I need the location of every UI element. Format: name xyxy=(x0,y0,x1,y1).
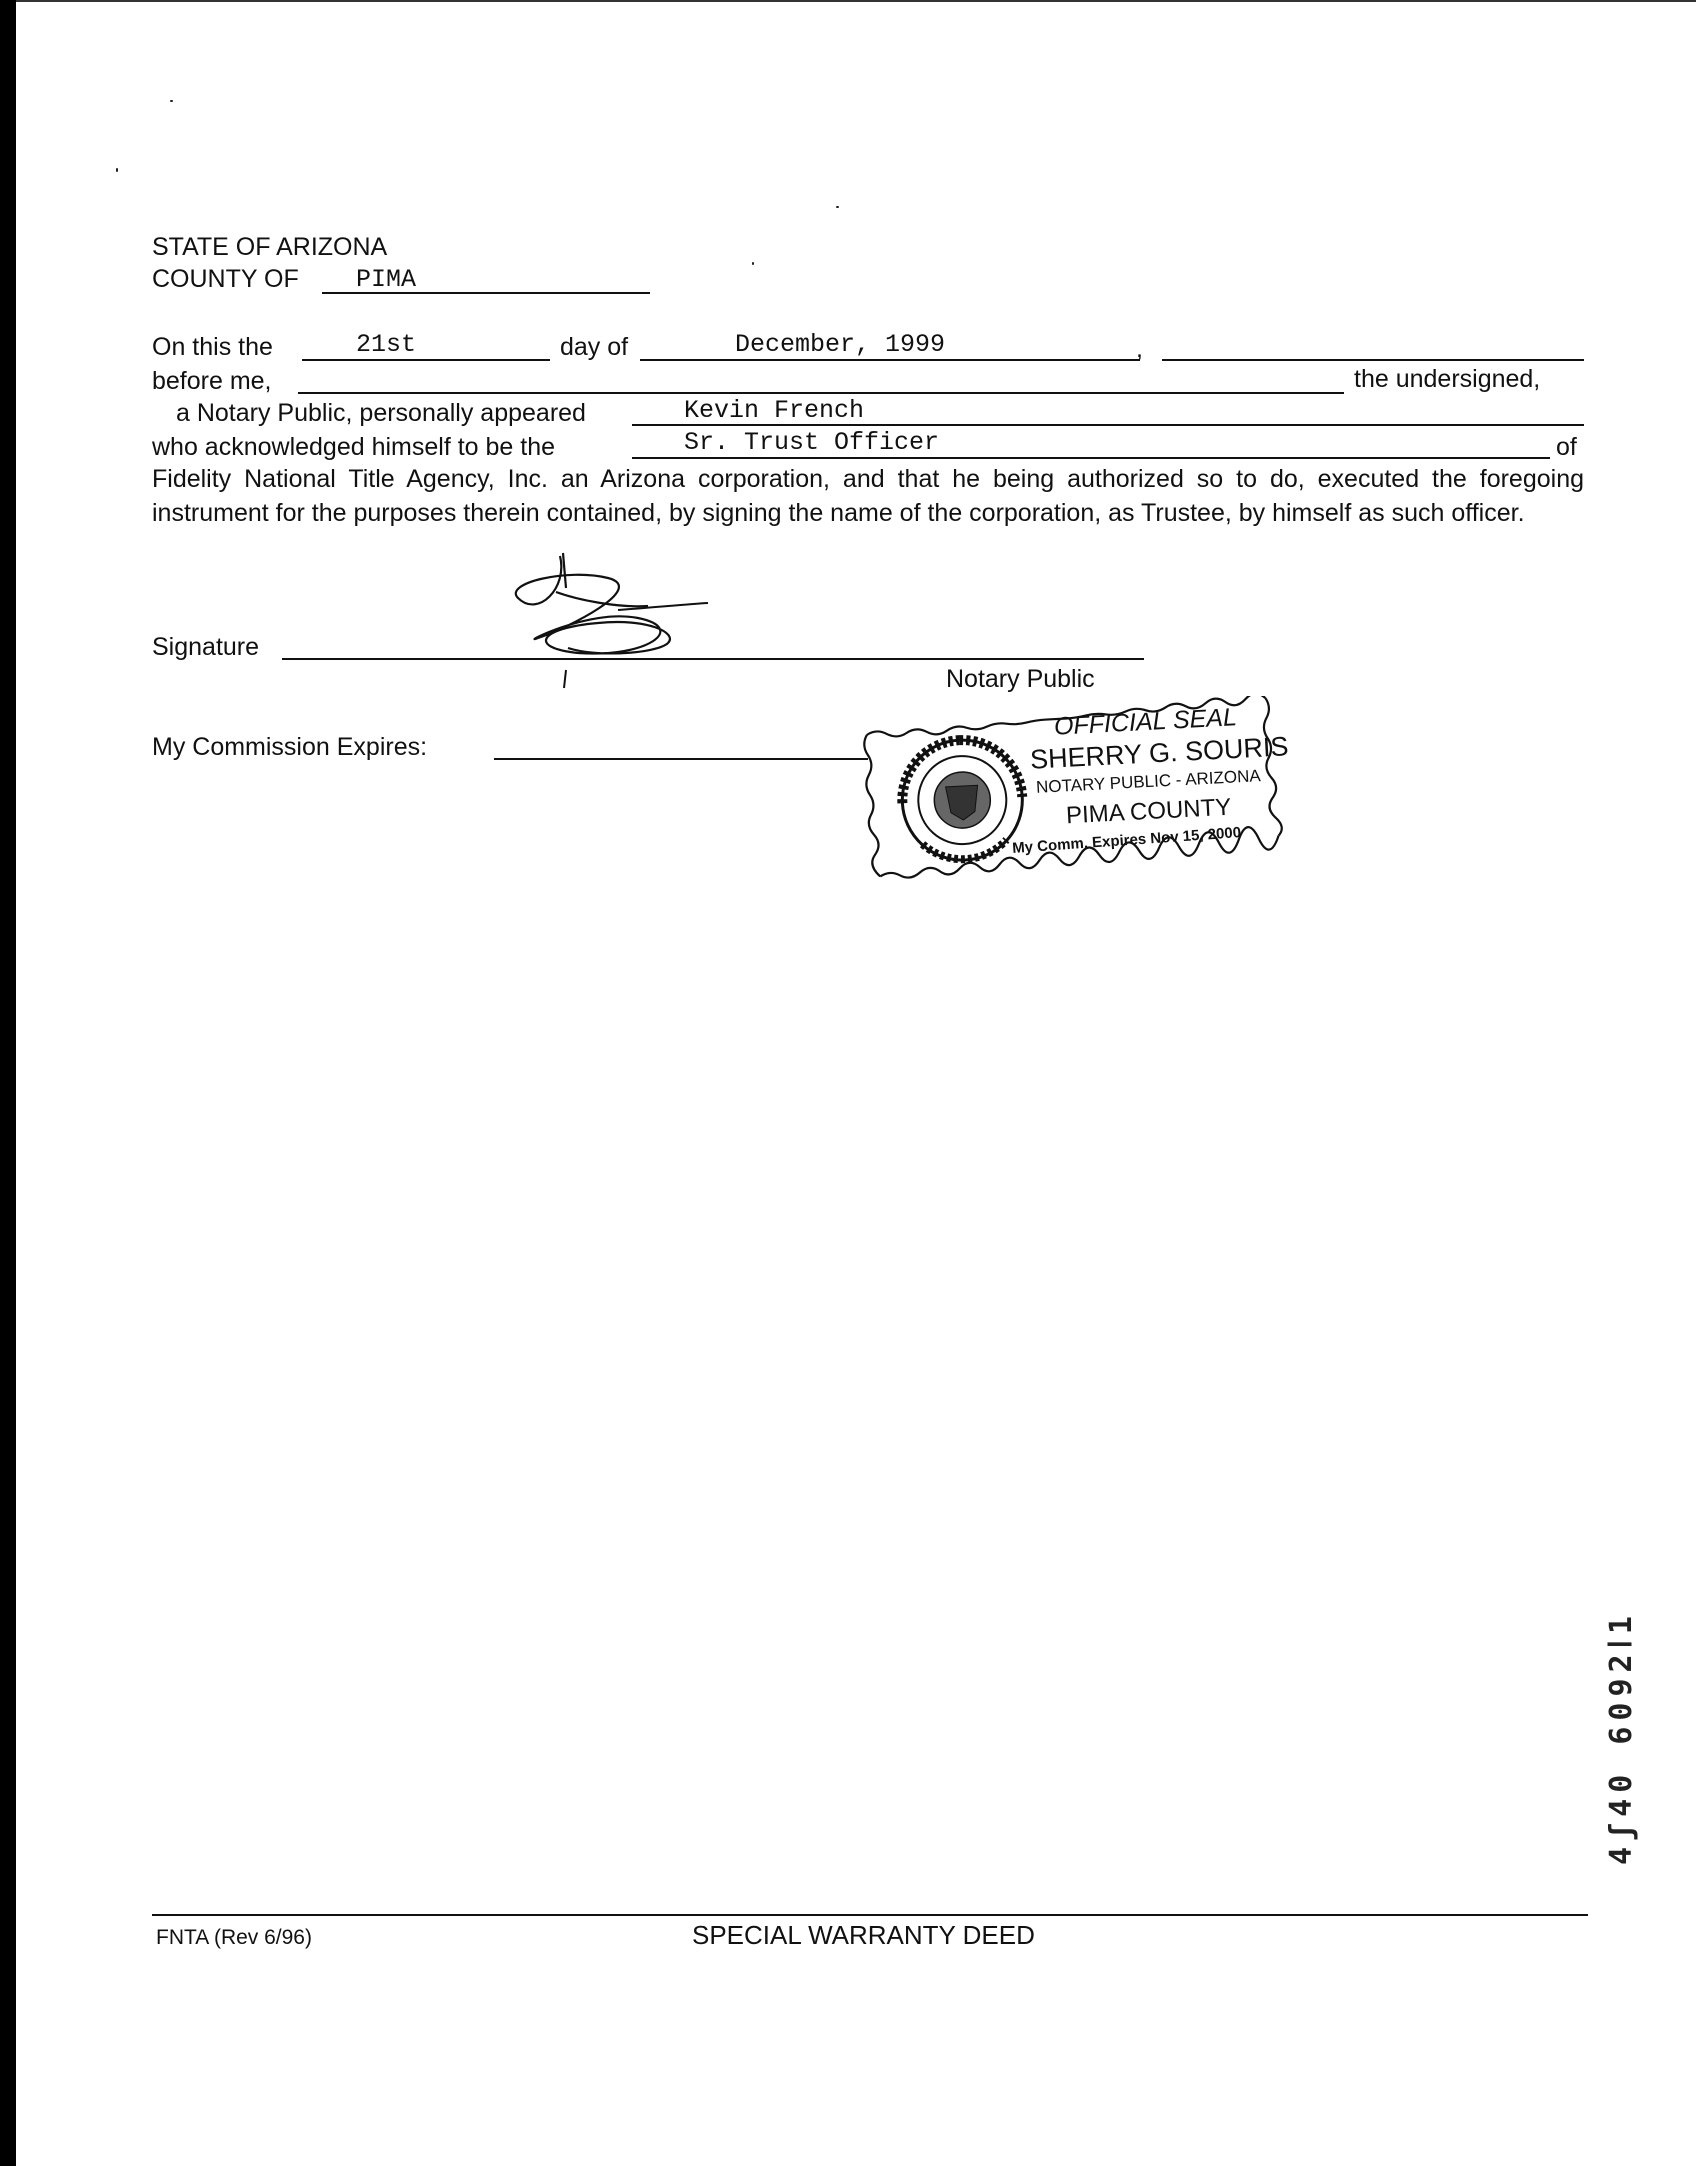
signature-label: Signature xyxy=(152,633,260,661)
comma-mark: , xyxy=(1136,335,1143,363)
of-label: of xyxy=(1556,433,1577,461)
person-value: Kevin French xyxy=(684,396,865,425)
seal-county-text: PIMA COUNTY xyxy=(1065,793,1232,830)
seal-official-text: OFFICIAL SEAL xyxy=(1053,703,1238,741)
scan-speck xyxy=(170,100,173,102)
commission-label: My Commission Expires: xyxy=(152,733,428,761)
side-document-number xyxy=(1603,1570,1690,1910)
before-me-underline xyxy=(298,392,1344,394)
title-value: Sr. Trust Officer xyxy=(684,428,940,457)
seal-notary-text: NOTARY PUBLIC - ARIZONA xyxy=(1035,766,1262,797)
day-underline xyxy=(302,359,550,361)
commission-underline xyxy=(494,758,868,760)
footer-rule xyxy=(152,1914,1588,1916)
month-year-value: December, 1999 xyxy=(735,330,946,359)
deed-title: SPECIAL WARRANTY DEED xyxy=(692,1920,1035,1950)
on-this-the-label: On this the xyxy=(152,333,273,361)
undersigned-label: the undersigned, xyxy=(1354,365,1541,393)
notary-public-caption: Notary Public xyxy=(946,665,1095,693)
day-value: 21st xyxy=(356,330,417,359)
acknowledged-label: who acknowledged himself to be the xyxy=(152,433,556,461)
before-me-label: before me, xyxy=(152,367,272,395)
title-underline xyxy=(632,457,1550,459)
acknowledgment-body: Fidelity National Title Agency, Inc. an Arizona corporation, and that he being authorized so to do, executed the foregoing instrument for the purposes therein contained, by signing the name of the corporation, as Trustee, by himself as such officer. xyxy=(152,465,1584,527)
day-of-label: day of xyxy=(560,333,629,361)
scan-speck xyxy=(116,168,118,172)
year-underline xyxy=(1162,359,1584,361)
scan-speck xyxy=(836,206,839,208)
county-label: COUNTY OF xyxy=(152,265,299,293)
notary-appeared-label: a Notary Public, personally appeared xyxy=(176,399,586,427)
county-value: PIMA xyxy=(356,265,417,294)
month-underline xyxy=(640,359,1140,361)
handwritten-signature xyxy=(508,548,728,698)
form-id-label: FNTA (Rev 6/96) xyxy=(156,1926,312,1949)
seal-expires-text: My Comm. Expires Nov 15, 2000 xyxy=(1011,824,1242,857)
seal-name-text: SHERRY G. SOURIS xyxy=(1029,731,1290,775)
scan-edge-left xyxy=(0,0,16,2166)
document-number-text: 4ʃ40 6092ⅼ1 xyxy=(1603,1610,1639,1865)
scan-edge-top xyxy=(16,0,1696,2)
scan-speck xyxy=(752,262,754,265)
state-heading: STATE OF ARIZONA xyxy=(152,233,388,261)
